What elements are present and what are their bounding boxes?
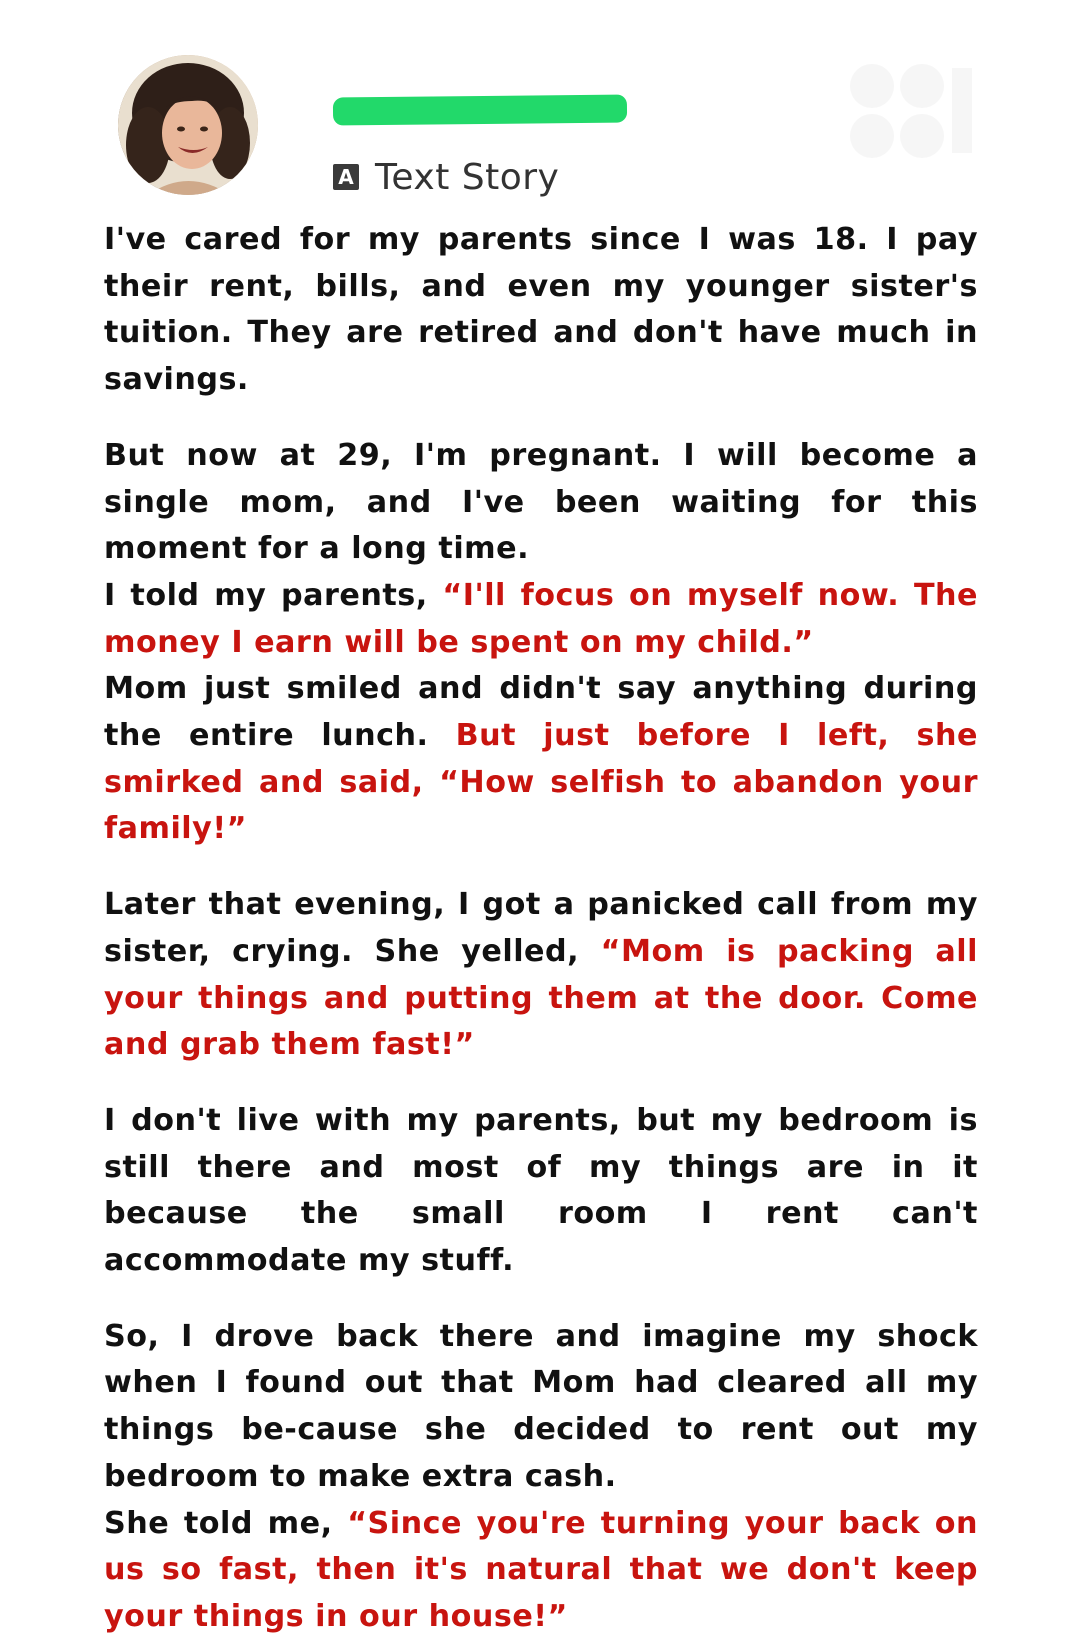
text-story-icon: A xyxy=(333,164,359,190)
narration-text: But now at 29, I'm pregnant. I will become a single mom, and I've been waiting for this moment for a long time. xyxy=(104,437,978,567)
narration-text: I don't live with my parents, but my bedroom is still there and most of my things are in it because the small room I rent can't accommodate my stuff. xyxy=(104,1102,978,1279)
quoted-dialogue: “Since you're turning your back on us so fast, then it's natural that we don't keep your things in our house!” xyxy=(104,1505,978,1634)
story-type-text: Text Story xyxy=(375,156,560,198)
quoted-dialogue: “Mom is packing all your things and putting them at the door. Come and grab them fast!” xyxy=(104,933,978,1063)
narration-text: I've cared for my parents since I was 18. I pay their rent, bills, and even my younger sister's tuition. They are retired and don't have much in savings. xyxy=(104,222,978,398)
narration-text: She told me, xyxy=(104,1505,348,1541)
quoted-dialogue: But just before I left, she smirked and said, “How selfish to abandon your family!” xyxy=(104,718,978,847)
story-paragraph xyxy=(104,433,978,573)
story-paragraph xyxy=(104,573,978,666)
story-paragraph xyxy=(104,1501,978,1641)
story-paragraph xyxy=(104,666,978,853)
story-text xyxy=(104,217,978,1641)
narration-text: I told my parents, xyxy=(104,577,443,613)
narration-text: Later that evening, I got a panicked call from my sister, crying. She yelled, xyxy=(104,887,978,969)
profile-photo-avatar-icon xyxy=(118,55,258,195)
story-paragraph xyxy=(104,1098,978,1285)
watermark-icon xyxy=(842,58,977,163)
story-header xyxy=(0,0,1080,210)
story-type-label xyxy=(333,155,559,199)
narration-text: So, I drove back there and imagine my shock when I found out that Mom had cleared all my things be-cause she decided to rent out my bedroom to make extra cash. xyxy=(104,1318,978,1494)
story-paragraph xyxy=(104,217,978,404)
story-paragraph xyxy=(104,1314,978,1501)
avatar[interactable] xyxy=(118,55,258,195)
redacted-name-bar xyxy=(333,94,627,125)
quoted-dialogue: “I'll focus on myself now. The money I earn will be spent on my child.” xyxy=(104,577,978,660)
narration-text: Mom just smiled and didn't say anything during the entire lunch. xyxy=(104,671,978,754)
story-paragraph xyxy=(104,882,978,1069)
